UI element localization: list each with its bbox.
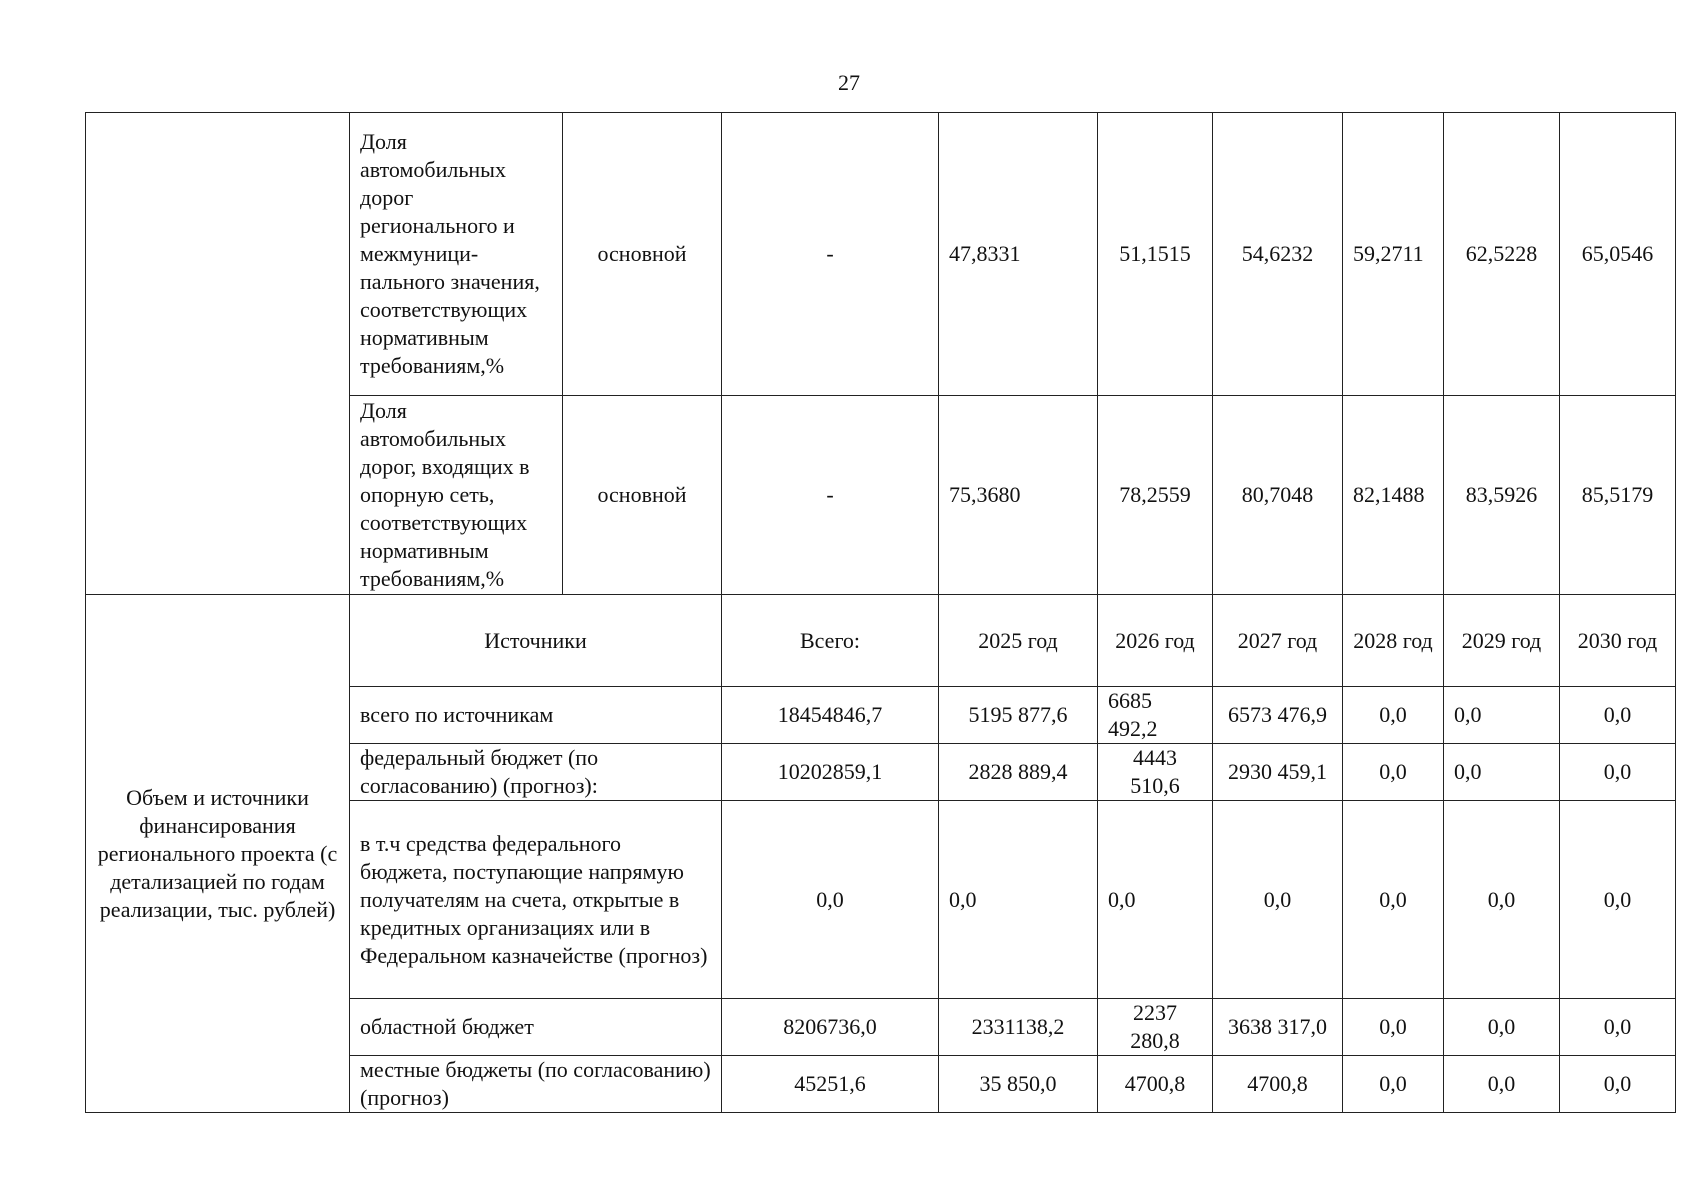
header-year: 2027 год <box>1213 595 1343 687</box>
year-value: 0,0 <box>939 801 1098 999</box>
indicator-type: основной <box>563 396 722 595</box>
year-value: 0,0 <box>1444 801 1560 999</box>
year-value: 0,0 <box>1444 744 1560 801</box>
year-value: 0,0 <box>1343 687 1444 744</box>
header-year: 2028 год <box>1343 595 1444 687</box>
source-name: областной бюджет <box>350 999 722 1056</box>
year-value: 0,0 <box>1343 999 1444 1056</box>
year-value: 0,0 <box>1098 801 1213 999</box>
indicator-value: 62,5228 <box>1444 113 1560 396</box>
header-year: 2025 год <box>939 595 1098 687</box>
indicator-value: 78,2559 <box>1098 396 1213 595</box>
indicator-value: 85,5179 <box>1560 396 1676 595</box>
year-value: 0,0 <box>1560 1056 1676 1113</box>
source-name: местные бюджеты (по согласованию) (прогноз) <box>350 1056 722 1113</box>
source-total: 18454846,7 <box>722 687 939 744</box>
year-value: 0,0 <box>1560 687 1676 744</box>
source-total: 0,0 <box>722 801 939 999</box>
indicator-value: 83,5926 <box>1444 396 1560 595</box>
indicator-value: 82,1488 <box>1343 396 1444 595</box>
year-value-text: 4443 510,6 <box>1130 745 1180 798</box>
year-value-text: 3638 317,0 <box>1228 1014 1327 1039</box>
year-value: 2331138,2 <box>939 999 1098 1056</box>
financing-header-row <box>86 595 1676 687</box>
year-value-text: 2828 889,4 <box>968 759 1068 784</box>
header-total: Всего: <box>722 595 939 687</box>
indicator-value: 75,3680 <box>939 396 1098 595</box>
year-value <box>939 687 1098 744</box>
header-year: 2029 год <box>1444 595 1560 687</box>
year-value: 0,0 <box>1343 801 1444 999</box>
year-value-text: 5195 877,6 <box>968 702 1068 727</box>
indicator-base: - <box>722 396 939 595</box>
year-value: 4700,8 <box>1098 1056 1213 1113</box>
source-total: 8206736,0 <box>722 999 939 1056</box>
indicator-value: 59,2711 <box>1343 113 1444 396</box>
year-value <box>939 744 1098 801</box>
year-value <box>1098 744 1213 801</box>
indicator-value: 54,6232 <box>1213 113 1343 396</box>
indicator-value: 65,0546 <box>1560 113 1676 396</box>
indicator-value: 47,8331 <box>939 113 1098 396</box>
blank-cell <box>86 113 350 595</box>
header-year: 2026 год <box>1098 595 1213 687</box>
year-value <box>1098 999 1213 1056</box>
indicator-name: Доля автомобильных дорог, входящих в опорную сеть, соответствующих нормативным требованиям,% <box>350 396 563 595</box>
source-total: 10202859,1 <box>722 744 939 801</box>
source-name: в т.ч средства федерального бюджета, поступающие напрямую получателям на счета, открытые в кредитных организациях или в Федеральном казначействе (прогноз) <box>350 801 722 999</box>
indicator-base: - <box>722 113 939 396</box>
indicator-value: 51,1515 <box>1098 113 1213 396</box>
source-name: федеральный бюджет (по согласованию) (прогноз): <box>350 744 722 801</box>
year-value-text: 2237 280,8 <box>1130 1000 1180 1053</box>
year-value <box>1098 687 1213 744</box>
year-value: 35 850,0 <box>939 1056 1098 1113</box>
source-name: всего по источникам <box>350 687 722 744</box>
header-sources: Источники <box>350 595 722 687</box>
year-value-text: 6685 492,2 <box>1108 688 1158 741</box>
indicator-row <box>86 113 1676 396</box>
year-value: 0,0 <box>1444 999 1560 1056</box>
passport-table <box>85 112 1676 1113</box>
year-value: 0,0 <box>1343 1056 1444 1113</box>
year-value-text: 6573 476,9 <box>1228 702 1327 727</box>
year-value <box>1213 999 1343 1056</box>
year-value: 4700,8 <box>1213 1056 1343 1113</box>
year-value: 0,0 <box>1560 999 1676 1056</box>
year-value: 0,0 <box>1343 744 1444 801</box>
page-number: 27 <box>838 70 860 95</box>
year-value-text: 2930 459,1 <box>1228 759 1327 784</box>
year-value: 0,0 <box>1560 801 1676 999</box>
year-value <box>1213 744 1343 801</box>
year-value: 0,0 <box>1213 801 1343 999</box>
year-value <box>1213 687 1343 744</box>
header-year: 2030 год <box>1560 595 1676 687</box>
financing-label: Объем и источники финансирования регионального проекта (с детализацией по годам реализации, тыс. рублей) <box>86 595 350 1113</box>
year-value: 0,0 <box>1444 687 1560 744</box>
indicator-value: 80,7048 <box>1213 396 1343 595</box>
year-value: 0,0 <box>1560 744 1676 801</box>
indicator-type: основной <box>563 113 722 396</box>
year-value: 0,0 <box>1444 1056 1560 1113</box>
indicator-name: Доля автомобильных дорог регионального и межмуници-пального значения, соответствующих нормативным требованиям,% <box>350 113 563 396</box>
source-total: 45251,6 <box>722 1056 939 1113</box>
